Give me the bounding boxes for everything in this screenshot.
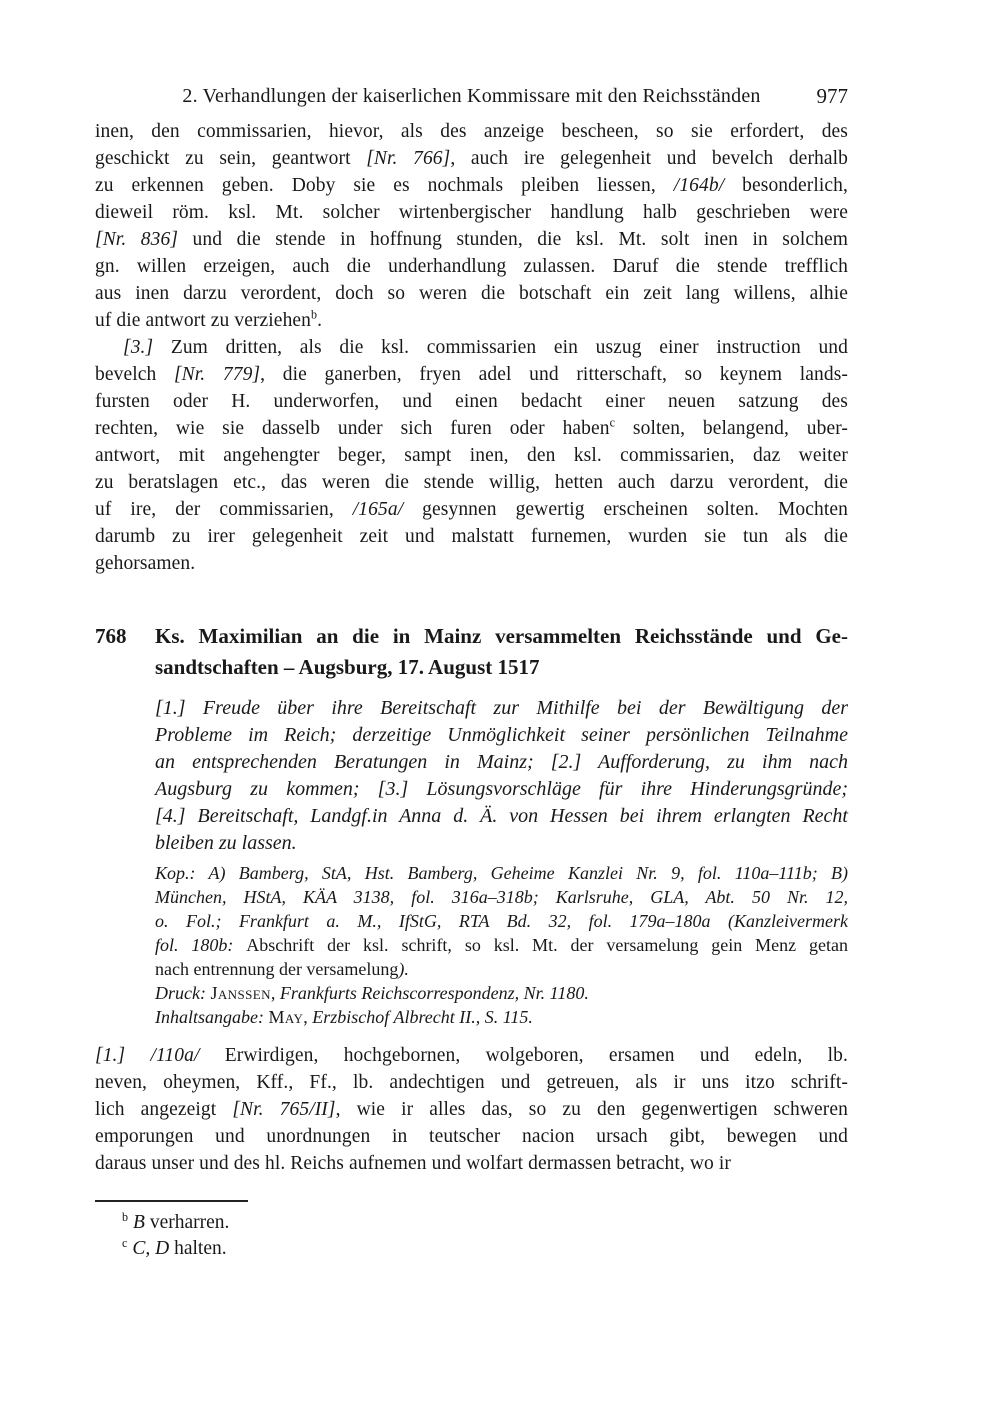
text-line xyxy=(95,415,848,442)
text-segment: emporungen und unordnungen in teutscher nacion ursach gibt, bewegen und xyxy=(95,1126,848,1147)
text-segment: bevelch xyxy=(95,364,174,385)
text-line xyxy=(155,957,848,981)
text-segment-sc-r: May xyxy=(268,1007,304,1027)
text-segment: dieweil röm. ksl. Mt. solcher wirtenbergischer handlung halb geschrieben were xyxy=(95,202,848,223)
text-segment-i: [3.] xyxy=(123,337,154,358)
text-segment: an entsprechenden Beratungen in Mainz; [2.] Aufforderung, zu ihm nach xyxy=(155,751,848,773)
running-header xyxy=(95,84,848,108)
text-segment: München, HStA, KÄA 3138, fol. 316a–318b; Karlsruhe, GLA, Abt. 50 Nr. 12, xyxy=(155,887,848,907)
footnote-section xyxy=(95,1210,848,1262)
text-segment: Ks. Maximilian an die in Mainz versammelten Reichsstände und Ge- xyxy=(155,624,848,648)
text-segment: inen, den commissarien, hievor, als des anzeige bescheen, so sie erfordert, des xyxy=(95,121,848,142)
text-line xyxy=(95,1150,848,1177)
text-segment: fursten oder H. underworfen, und einen bedacht einer neuen satzung des xyxy=(95,391,848,412)
text-line xyxy=(95,1069,848,1096)
footnote-marker: c xyxy=(122,1235,128,1250)
text-segment-i: [1.] /110a/ xyxy=(95,1045,200,1066)
text-segment: gn. willen erzeigen, auch die underhandlung zulassen. Daruf die stende trefflich xyxy=(95,256,848,277)
text-line xyxy=(95,523,848,550)
text-segment: neven, oheymen, Kff., Ff., lb. andechtigen und getreuen, als ir uns itzo schrift- xyxy=(95,1072,848,1093)
text-segment-i: B xyxy=(133,1212,145,1233)
text-segment: zu erkennen geben. Doby sie es nochmals pleiben liessen, xyxy=(95,175,674,196)
text-segment-sup: b xyxy=(311,307,318,322)
body-paragraph-continuation xyxy=(95,118,848,334)
text-line xyxy=(95,307,848,334)
text-line xyxy=(155,776,848,803)
text-segment: uf ire, der commissarien, xyxy=(95,499,353,520)
entry-kop-note xyxy=(155,861,848,981)
text-segment-sup: c xyxy=(609,415,616,430)
text-segment: fol. 180b: xyxy=(155,935,247,955)
text-segment: . xyxy=(317,310,323,331)
text-line xyxy=(95,550,848,577)
text-segment: ). xyxy=(398,959,409,979)
text-segment: lich angezeigt xyxy=(95,1099,233,1120)
text-line xyxy=(155,695,848,722)
text-line xyxy=(155,861,848,885)
text-segment: Augsburg zu kommen; [3.] Lösungsvorschläge für ihre Hinderungsgründe; xyxy=(155,778,848,800)
text-line xyxy=(95,361,848,388)
text-line xyxy=(155,885,848,909)
text-line xyxy=(155,749,848,776)
text-segment-i: [Nr. 766] xyxy=(366,148,451,169)
text-segment: darumb zu irer gelegenheit zeit und malstatt furnemen, wurden sie tun als die xyxy=(95,526,848,547)
footnote-item xyxy=(95,1210,848,1236)
text-segment-i: [Nr. 779] xyxy=(173,364,261,385)
text-segment: gesynnen gewertig erscheinen solten. Mochten xyxy=(403,499,848,520)
text-line xyxy=(95,496,848,523)
entry-inhaltsangabe-note xyxy=(155,1005,848,1029)
text-segment-r: , xyxy=(270,983,276,1003)
text-line xyxy=(155,933,848,957)
footnote-divider xyxy=(95,1200,248,1202)
text-segment: o. Fol.; Frankfurt a. M., IfStG, RTA Bd. 32, fol. 179a–180a (Kanzleivermerk xyxy=(155,911,848,931)
text-segment: Kop.: A) Bamberg, StA, Hst. Bamberg, Geheime Kanzlei Nr. 9, fol. 110a–111b; B) xyxy=(155,863,848,883)
text-segment-sc-r: Janssen xyxy=(210,983,271,1003)
text-line xyxy=(95,280,848,307)
section-title: 2. Verhandlungen der kaiserlichen Kommissare mit den Reichsständen xyxy=(182,85,761,107)
footnote-marker: b xyxy=(122,1209,129,1224)
text-segment: [1.] Freude über ihre Bereitschaft zur Mithilfe bei der Bewältigung der xyxy=(155,697,848,719)
text-line xyxy=(95,145,848,172)
text-segment: [4.] Bereitschaft, Landgf.in Anna d. Ä. von Hessen bei ihrem erlangten Recht xyxy=(155,805,848,827)
text-segment: Erzbischof Albrecht II., S. 115. xyxy=(307,1007,533,1027)
text-line xyxy=(155,621,848,652)
text-line xyxy=(95,172,848,199)
text-line xyxy=(155,722,848,749)
text-segment: Erwirdigen, hochgebornen, wolgeboren, ersamen und edeln, lb. xyxy=(199,1045,848,1066)
footnote-text xyxy=(132,1238,226,1259)
page-content xyxy=(95,0,848,1262)
entry-768-heading xyxy=(95,621,848,683)
text-segment: geschickt zu sein, geantwort xyxy=(95,148,367,169)
text-segment: Frankfurts Reichscorrespondenz, Nr. 1180. xyxy=(275,983,589,1003)
text-line xyxy=(95,253,848,280)
text-line xyxy=(95,118,848,145)
text-segment-i: /164b/ xyxy=(673,175,725,196)
text-segment: sandtschaften – Augsburg, 17. August 1517 xyxy=(155,655,540,679)
entry-regest xyxy=(155,695,848,857)
text-line xyxy=(95,1123,848,1150)
text-segment: uf die antwort zu verziehen xyxy=(95,310,312,331)
text-segment: solten, belangend, uber- xyxy=(615,418,848,439)
text-segment: halten. xyxy=(169,1238,227,1259)
text-line xyxy=(95,1042,848,1069)
body-paragraph-3 xyxy=(95,334,848,577)
entry-number: 768 xyxy=(95,624,127,648)
footnote-item xyxy=(95,1236,848,1262)
text-segment: , auch ire gelegenheit und bevelch derhalb xyxy=(450,148,849,169)
text-line xyxy=(155,803,848,830)
text-segment: verharren. xyxy=(144,1212,230,1233)
text-segment: besonderlich, xyxy=(724,175,848,196)
entry-title xyxy=(155,621,848,683)
text-segment: daraus unser und des hl. Reichs aufnemen und wolfart dermassen betracht, wo ir xyxy=(95,1153,731,1174)
text-segment: , wie ir alles das, so zu den gegenwertigen schweren xyxy=(335,1099,849,1120)
text-segment-i: /165a/ xyxy=(352,499,404,520)
text-segment: gehorsamen. xyxy=(95,553,196,574)
text-line xyxy=(95,1096,848,1123)
text-line xyxy=(155,652,848,683)
text-segment-r: nach entrennung der versamelung xyxy=(155,959,399,979)
text-segment: aus inen darzu verordent, doch so weren die botschaft ein zeit lang willens, alhie xyxy=(95,283,848,304)
text-segment: , die ganerben, fryen adel und ritterschaft, so keynem lands- xyxy=(260,364,848,385)
text-segment: rechten, wie sie dasselb under sich furen oder haben xyxy=(95,418,610,439)
text-segment: Inhaltsangabe: xyxy=(155,1007,269,1027)
text-segment-i: [Nr. 836] xyxy=(95,229,179,250)
text-line xyxy=(95,199,848,226)
text-segment: Druck: xyxy=(155,983,211,1003)
text-segment-r: , xyxy=(303,1007,308,1027)
footnote-text xyxy=(133,1212,229,1233)
text-segment-i: C, D xyxy=(132,1238,170,1259)
text-segment: und die stende in hoffnung stunden, die ksl. Mt. solt inen in solchem xyxy=(178,229,848,250)
text-line xyxy=(95,334,848,361)
text-segment-r: Abschrift der ksl. schrift, so ksl. Mt. der versamelung gein Menz getan xyxy=(246,935,848,955)
text-line xyxy=(95,226,848,253)
text-segment-i: [Nr. 765/II] xyxy=(232,1099,336,1120)
page-number: 977 xyxy=(816,84,848,108)
text-segment: Zum dritten, als die ksl. commissarien ein uszug einer instruction und xyxy=(153,337,848,358)
body-paragraph-1-110a xyxy=(95,1042,848,1177)
text-line xyxy=(155,830,848,857)
text-line xyxy=(155,909,848,933)
text-segment: bleiben zu lassen. xyxy=(155,832,297,854)
text-line xyxy=(95,388,848,415)
text-line xyxy=(95,442,848,469)
entry-druck-note xyxy=(155,981,848,1005)
text-segment: Probleme im Reich; derzeitige Unmöglichkeit seiner persönlichen Teilnahme xyxy=(155,724,848,746)
text-line xyxy=(95,469,848,496)
text-segment: antwort, mit angehengter beger, sampt inen, den ksl. commissarien, daz weiter xyxy=(95,445,848,466)
text-segment: zu beratslagen etc., das weren die stende willig, hetten auch darzu verordent, die xyxy=(95,472,848,493)
